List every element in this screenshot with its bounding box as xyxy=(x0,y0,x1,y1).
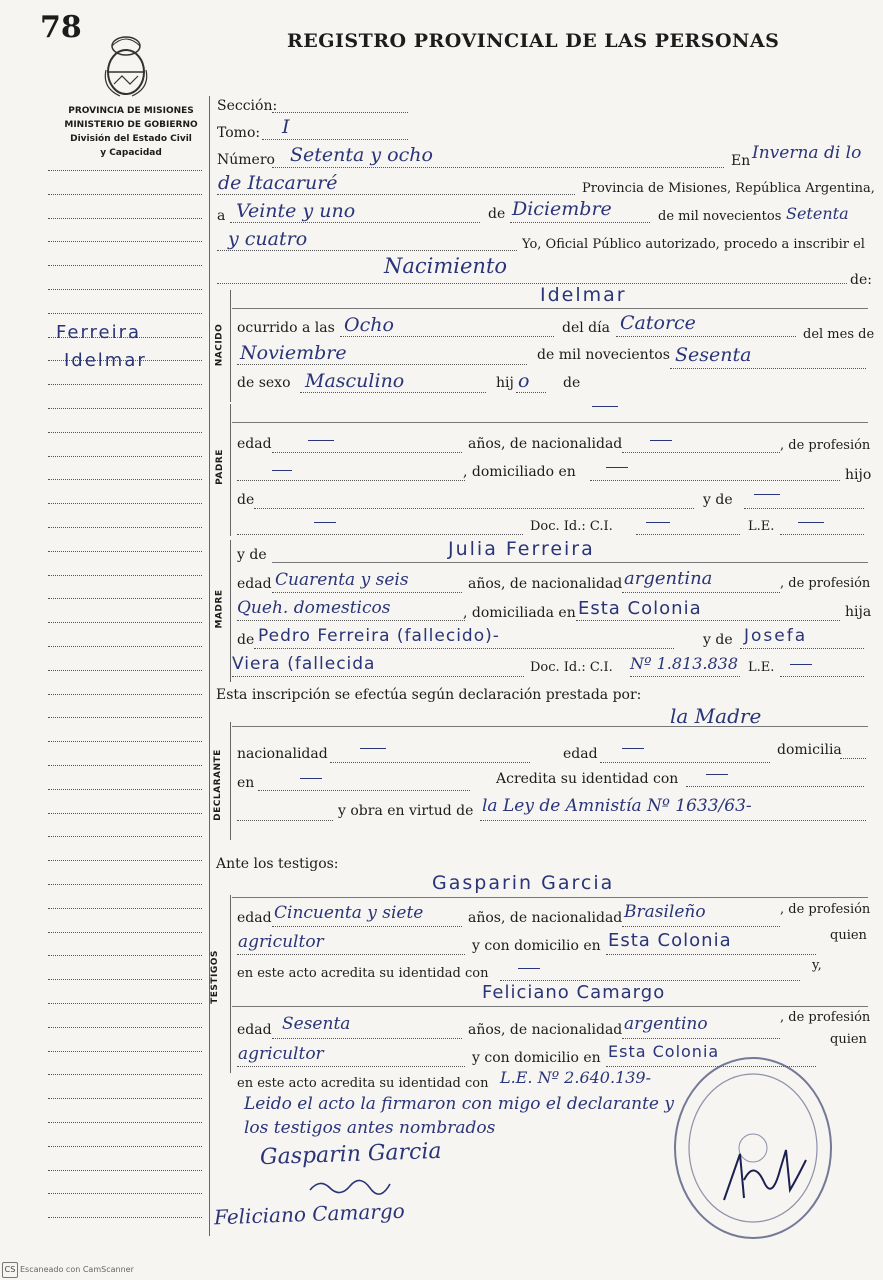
del-dia-label: del día xyxy=(562,320,610,336)
testigo2-profesion-label: , de profesión xyxy=(780,1010,871,1025)
padre-nombre-line xyxy=(232,422,868,423)
coat-of-arms-emblem xyxy=(100,32,152,100)
mes-line xyxy=(510,222,650,223)
seccion-line xyxy=(272,112,408,113)
declarante-acredita-label: Acredita su identidad con xyxy=(496,771,679,787)
hijo-label: hij xyxy=(496,375,514,391)
sexo-line xyxy=(300,392,486,393)
signature-scribbles xyxy=(210,1170,410,1200)
declarante-en-line xyxy=(258,790,470,791)
section-label-declarante: DECLARANTE xyxy=(212,749,223,821)
padre-domicilio-line xyxy=(590,480,840,481)
margin-dotted-line xyxy=(48,456,202,457)
institution-line-2: MINISTERIO DE GOBIERNO xyxy=(64,120,198,130)
declarante-por-value: la Madre xyxy=(670,704,762,728)
madre-yde2-label: y de xyxy=(703,632,733,648)
declarante-acredita-dash xyxy=(706,774,728,775)
declarante-obra-line xyxy=(480,820,866,821)
padre-le-line xyxy=(780,534,864,535)
margin-dotted-line xyxy=(48,1193,202,1194)
madre-de-label: de xyxy=(237,632,255,648)
madre-ci-value: Nº 1.813.838 xyxy=(630,654,739,673)
madre-madre-value-2: Viera (fallecida xyxy=(232,654,376,674)
padre-hijo-label: hijo xyxy=(845,467,872,483)
testigo1-domicilio-line xyxy=(606,954,816,955)
padre-nacionalidad-line xyxy=(622,452,780,453)
margin-dotted-line xyxy=(48,622,202,623)
margin-dotted-line xyxy=(48,1170,202,1171)
declarante-por-line xyxy=(232,726,868,727)
tomo-value: I xyxy=(282,116,290,138)
padre-yde-line xyxy=(744,508,864,509)
numero-line xyxy=(272,167,724,168)
margin-dotted-line xyxy=(48,670,202,671)
margin-dotted-line xyxy=(48,384,202,385)
section-border-madre xyxy=(230,540,231,682)
madre-ci-line xyxy=(630,676,740,677)
margin-dotted-line xyxy=(48,1074,202,1075)
madre-padre-line xyxy=(254,648,674,649)
padre-de-line xyxy=(254,508,694,509)
padre-edad-line xyxy=(272,452,462,453)
acto-line xyxy=(217,283,847,284)
anio-line-2 xyxy=(217,250,517,251)
madre-nacionalidad-label: años, de nacionalidad xyxy=(468,576,623,592)
madre-profesion-value: Queh. domesticos xyxy=(237,598,391,618)
margin-dotted-line xyxy=(48,741,202,742)
tomo-label: Tomo: xyxy=(217,125,261,141)
testigo2-edad-line xyxy=(272,1038,462,1039)
declarante-acredita-line xyxy=(686,786,864,787)
a-label: a xyxy=(217,208,226,224)
declarante-obra-label: y obra en virtud de xyxy=(338,803,474,819)
madre-yde-label: y de xyxy=(237,547,267,563)
section-border-nacido xyxy=(230,290,231,402)
document-title: REGISTRO PROVINCIAL DE LAS PERSONAS xyxy=(287,30,780,52)
padre-domiciliado-label: , domiciliado en xyxy=(463,464,576,480)
section-label-madre: MADRE xyxy=(214,589,225,629)
acto-value: Nacimiento xyxy=(384,254,508,278)
margin-dotted-line xyxy=(48,527,202,528)
declarante-domicilia-label: domicilia xyxy=(777,742,842,758)
main-left-border xyxy=(209,96,210,1236)
testigo2-nacionalidad-line xyxy=(622,1038,780,1039)
margin-dotted-line xyxy=(48,503,202,504)
madre-domiciliada-label: , domiciliada en xyxy=(463,605,576,621)
padre-ci-dash xyxy=(646,522,670,523)
testigo1-acredita-line xyxy=(500,980,800,981)
margin-dotted-line xyxy=(48,1027,202,1028)
tomo-line xyxy=(262,139,408,140)
firma-testigo-1: Gasparin Garcia xyxy=(259,1138,442,1171)
madre-edad-line xyxy=(272,592,462,593)
scanner-badge-text: CS xyxy=(4,1265,16,1274)
margin-dotted-line xyxy=(48,575,202,576)
margin-note-name: Idelmar xyxy=(64,350,147,371)
padre-nombre-dash xyxy=(592,406,618,407)
padre-doc-label: Doc. Id.: C.I. xyxy=(530,519,613,534)
padre-yde-label: y de xyxy=(703,492,733,508)
madre-profesion-line xyxy=(237,620,465,621)
declarante-edad-label: edad xyxy=(563,746,598,762)
testigo2-quien-label: quien xyxy=(830,1032,867,1047)
testigo2-nacionalidad-value: argentino xyxy=(624,1014,708,1034)
yo-oficial-text: Yo, Oficial Público autorizado, procedo a inscribir el xyxy=(522,237,865,252)
margin-dotted-line xyxy=(48,908,202,909)
hora-line xyxy=(340,336,554,337)
margin-dotted-line xyxy=(48,313,202,314)
testigo1-quien-label: quien xyxy=(830,928,867,943)
testigo1-acredita-label: en este acto acredita su identidad con xyxy=(237,966,489,981)
testigo2-edad-label: edad xyxy=(237,1022,272,1038)
sexo-label: de sexo xyxy=(237,375,291,391)
testigo2-nombre-value: Feliciano Camargo xyxy=(482,982,666,1003)
institution-line-4: y Capacidad xyxy=(100,148,162,158)
mil-novecientos-nacido-label: de mil novecientos xyxy=(537,347,670,363)
padre-nacionalidad-dash xyxy=(650,440,672,441)
declarante-edad-line xyxy=(600,762,770,763)
testigo2-nombre-line xyxy=(232,1006,868,1007)
anio-nacido-line xyxy=(670,368,866,369)
padre-de-label: de xyxy=(237,492,255,508)
page-number: 78 xyxy=(40,10,82,45)
declarante-domicilia-line xyxy=(840,758,866,759)
margin-dotted-line xyxy=(48,765,202,766)
margin-dotted-line xyxy=(48,289,202,290)
cierre-line-1: Leido el acto la firmaron con migo el declarante y xyxy=(244,1094,674,1114)
hora-value: Ocho xyxy=(344,314,394,336)
testigo1-domicilio-value: Esta Colonia xyxy=(608,930,732,951)
hijo-value: o xyxy=(518,370,530,392)
testigo2-nacionalidad-label: años, de nacionalidad xyxy=(468,1022,623,1038)
declarante-intro: Esta inscripción se efectúa según declaración prestada por: xyxy=(216,687,642,703)
numero-label: Número xyxy=(217,152,275,168)
mil-novecientos-label: de mil novecientos xyxy=(658,209,782,224)
madre-doc-line xyxy=(232,676,524,677)
margin-dotted-line xyxy=(48,1051,202,1052)
madre-nacionalidad-value: argentina xyxy=(624,568,713,589)
testigo2-edad-value: Sesenta xyxy=(282,1014,351,1034)
madre-doc-label: Doc. Id.: C.I. xyxy=(530,660,613,675)
margin-note-surname: Ferreira xyxy=(56,322,142,343)
testigo1-edad-label: edad xyxy=(237,910,272,926)
section-label-padre: PADRE xyxy=(214,449,225,485)
en-label: En xyxy=(731,153,751,169)
nombre-line xyxy=(232,308,868,309)
nombre-value: Idelmar xyxy=(540,284,627,306)
madre-le-dash xyxy=(790,664,812,665)
dia-nacido-line xyxy=(616,336,796,337)
mes-nacido-value: Noviembre xyxy=(240,342,347,364)
seccion-label: Sección: xyxy=(217,98,278,114)
provincia-text: Provincia de Misiones, República Argentina, xyxy=(582,181,875,196)
margin-dotted-line xyxy=(48,884,202,885)
madre-le-line xyxy=(780,676,864,677)
margin-dotted-line xyxy=(48,194,202,195)
padre-edad-label: edad xyxy=(237,436,272,452)
testigo1-profesion-line xyxy=(237,954,465,955)
padre-profesion-dash xyxy=(272,470,292,471)
en-value: Inverna di lo xyxy=(752,143,862,163)
margin-dotted-line xyxy=(48,813,202,814)
declarante-en-dash xyxy=(300,778,322,779)
margin-dotted-line xyxy=(48,646,202,647)
dia-value: Veinte y uno xyxy=(236,200,356,222)
margin-dotted-line xyxy=(48,598,202,599)
testigo1-domicilio-label: y con domicilio en xyxy=(472,938,601,954)
padre-doc-line xyxy=(237,534,523,535)
anio-value-2: y cuatro xyxy=(228,228,308,250)
madre-hija-label: hija xyxy=(845,604,872,620)
margin-dotted-line xyxy=(48,955,202,956)
section-border-declarante xyxy=(230,722,231,840)
testigo2-acredita-label: en este acto acredita su identidad con xyxy=(237,1076,489,1091)
del-mes-label: del mes de xyxy=(803,327,875,342)
testigo2-profesion-line xyxy=(237,1066,465,1067)
testigo1-acredita-dash xyxy=(518,968,540,969)
de-nacido-label: de xyxy=(563,375,581,391)
margin-dotted-line xyxy=(48,717,202,718)
testigos-intro: Ante los testigos: xyxy=(216,856,339,872)
madre-madre-line xyxy=(740,648,864,649)
margin-dotted-line xyxy=(48,836,202,837)
anio-nacido-value: Sesenta xyxy=(675,344,752,366)
margin-dotted-line xyxy=(48,408,202,409)
section-border-padre xyxy=(230,404,231,536)
testigo2-profesion-value: agricultor xyxy=(238,1044,324,1064)
margin-dotted-line xyxy=(48,694,202,695)
section-label-testigos: TESTIGOS xyxy=(209,950,220,1004)
margin-dotted-line xyxy=(48,979,202,980)
margin-dotted-line xyxy=(48,1217,202,1218)
sexo-value: Masculino xyxy=(305,370,405,392)
testigo1-nacionalidad-line xyxy=(622,926,780,927)
margin-dotted-line xyxy=(48,218,202,219)
madre-madre-value-1: Josefa xyxy=(744,626,808,646)
scanner-watermark: Escaneado con CamScanner xyxy=(20,1265,134,1274)
madre-profesion-label: , de profesión xyxy=(780,576,871,591)
margin-dotted-line xyxy=(48,551,202,552)
madre-edad-label: edad xyxy=(237,576,272,592)
declarante-edad-dash xyxy=(622,748,644,749)
madre-nombre-value: Julia Ferreira xyxy=(448,538,595,560)
margin-dotted-line xyxy=(48,1122,202,1123)
declarante-obra-value: la Ley de Amnistía Nº 1633/63- xyxy=(482,796,752,816)
de-label: de xyxy=(488,206,506,222)
padre-nacionalidad-label: años, de nacionalidad xyxy=(468,436,623,452)
testigo2-documento-value: L.E. Nº 2.640.139- xyxy=(500,1068,652,1087)
official-signature xyxy=(714,1140,814,1210)
margin-dotted-line xyxy=(48,1146,202,1147)
anio-value-1: Setenta xyxy=(786,204,849,223)
lugar-value: de Itacaruré xyxy=(218,172,338,194)
padre-edad-dash xyxy=(308,440,334,441)
institution-line-1: PROVINCIA DE MISIONES xyxy=(68,106,194,116)
institution-label xyxy=(56,104,206,160)
mes-nacido-line xyxy=(237,364,527,365)
madre-nacionalidad-line xyxy=(622,592,780,593)
declarante-nacionalidad-label: nacionalidad xyxy=(237,746,328,762)
padre-domicilio-dash xyxy=(606,467,628,468)
testigo1-y-label: y, xyxy=(812,958,822,973)
margin-dotted-line xyxy=(48,265,202,266)
testigo1-nacionalidad-value: Brasileño xyxy=(624,902,706,922)
scanner-badge xyxy=(2,1262,18,1278)
margin-dotted-line xyxy=(48,479,202,480)
ocurrido-label: ocurrido a las xyxy=(237,320,335,336)
margin-dotted-line xyxy=(48,932,202,933)
margin-dotted-line xyxy=(48,1003,202,1004)
firma-testigo-2: Feliciano Camargo xyxy=(213,1198,406,1230)
testigo1-nombre-value: Gasparin Garcia xyxy=(432,872,615,894)
hijo-line xyxy=(516,392,546,393)
margin-dotted-line xyxy=(48,241,202,242)
institution-line-3: División del Estado Civil xyxy=(70,134,192,144)
padre-doc-dash xyxy=(314,522,336,523)
padre-le-dash xyxy=(798,522,824,523)
testigo2-domicilio-value: Esta Colonia xyxy=(608,1042,720,1061)
testigo1-profesion-label: , de profesión xyxy=(780,902,871,917)
margin-dotted-line xyxy=(48,1098,202,1099)
testigo1-edad-value: Cincuenta y siete xyxy=(274,903,424,923)
section-border-testigos xyxy=(230,895,231,1073)
margin-dotted-line xyxy=(48,789,202,790)
declarante-en-label: en xyxy=(237,775,255,791)
padre-profesion-line xyxy=(237,480,465,481)
mes-value: Diciembre xyxy=(512,198,612,220)
dia-line xyxy=(230,222,480,223)
de-colon-label: de: xyxy=(850,272,872,288)
madre-edad-value: Cuarenta y seis xyxy=(275,570,409,590)
madre-domicilio-line xyxy=(576,620,840,621)
madre-domicilio-value: Esta Colonia xyxy=(578,598,702,619)
padre-profesion-label: , de profesión xyxy=(780,438,871,453)
declarante-obra-pre-line xyxy=(237,820,333,821)
padre-yde-dash xyxy=(754,494,780,495)
margin-dotted-line xyxy=(48,860,202,861)
madre-nombre-line xyxy=(272,562,868,563)
declarante-nacionalidad-dash xyxy=(360,748,386,749)
numero-value: Setenta y ocho xyxy=(290,144,433,166)
madre-padre-value: Pedro Ferreira (fallecido)- xyxy=(258,626,500,646)
padre-le-label: L.E. xyxy=(748,519,775,534)
testigo1-nacionalidad-label: años, de nacionalidad xyxy=(468,910,623,926)
testigo2-domicilio-label: y con domicilio en xyxy=(472,1050,601,1066)
cierre-line-2: los testigos antes nombrados xyxy=(244,1118,496,1138)
testigo1-profesion-value: agricultor xyxy=(238,932,324,952)
margin-dotted-line xyxy=(48,170,202,171)
dia-nacido-value: Catorce xyxy=(620,312,696,334)
margin-dotted-line xyxy=(48,432,202,433)
padre-ci-line xyxy=(636,534,740,535)
testigo1-nombre-line xyxy=(232,897,868,898)
testigo1-edad-line xyxy=(272,926,462,927)
declarante-nacionalidad-line xyxy=(330,762,530,763)
section-label-nacido: NACIDO xyxy=(214,323,225,367)
lugar-line xyxy=(217,194,575,195)
madre-le-label: L.E. xyxy=(748,660,775,675)
